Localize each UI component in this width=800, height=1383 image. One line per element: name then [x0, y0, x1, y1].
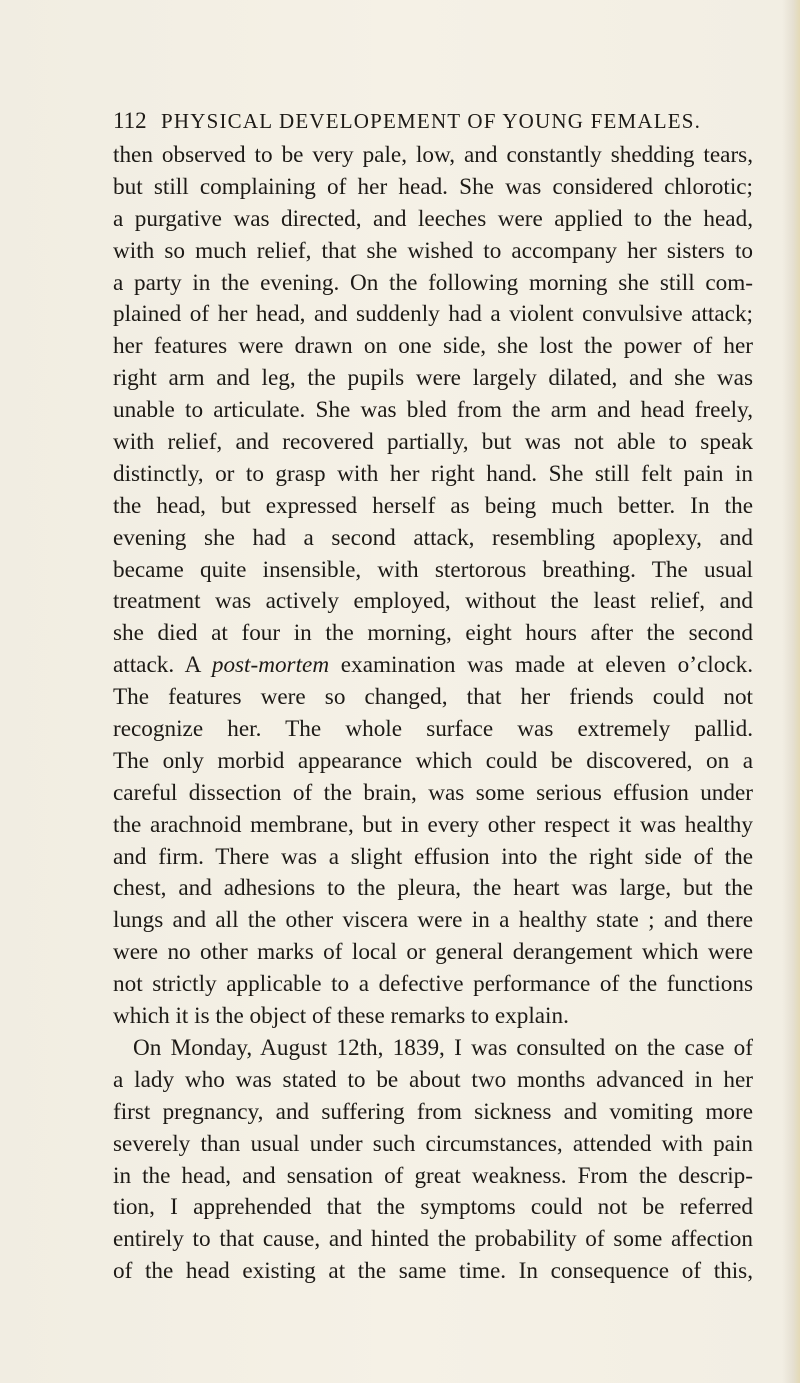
- text-line: The only morbid appearance which could be discovered, on a: [113, 747, 753, 774]
- text-line: right arm and leg, the pupils were largely dilated, and she was: [113, 365, 753, 392]
- text-line: first pregnancy, and suffering from sickness and vomiting more: [113, 1098, 753, 1125]
- italic-phrase: post-mortem: [211, 652, 330, 679]
- text-line: with so much relief, that she wished to accompany her sisters to: [113, 237, 753, 264]
- text-line: careful dissection of the brain, was some serious effusion under: [113, 779, 753, 806]
- text-line: treatment was actively employed, without the least relief, and: [113, 588, 753, 615]
- text-line: a lady who was stated to be about two months advanced in her: [113, 1066, 753, 1093]
- text-line: a party in the evening. On the following morning she still com-: [113, 269, 753, 296]
- running-head: [113, 108, 753, 140]
- text-line-with-italic: [113, 650, 753, 682]
- text-line: then observed to be very pale, low, and constantly shedding tears,: [113, 142, 753, 168]
- text-line: evening she had a second attack, resembling apoplexy, and: [113, 524, 753, 551]
- paragraph-first-line: On Monday, August 12th, 1839, I was consulted on the case of: [133, 1034, 753, 1061]
- text-line: the arachnoid membrane, but in every other respect it was healthy: [113, 811, 753, 838]
- text-line: recognize her. The whole surface was extremely pallid.: [113, 716, 753, 743]
- text-line: with relief, and recovered partially, but was not able to speak: [113, 429, 753, 456]
- text-line: the head, but expressed herself as being much better. In the: [113, 492, 753, 519]
- text-run: attack. A: [113, 652, 212, 679]
- text-line: severely than usual under such circumstances, attended with pain: [113, 1130, 753, 1157]
- text-line: chest, and adhesions to the pleura, the heart was large, but the: [113, 875, 753, 902]
- text-run: examination was made at eleven o’clock.: [329, 652, 753, 679]
- text-line: but still complaining of her head. She was considered chlorotic;: [113, 173, 753, 200]
- text-line: entirely to that cause, and hinted the probability of some affection: [113, 1226, 753, 1253]
- paragraph-last-line: which it is the object of these remarks to explain.: [113, 1003, 569, 1030]
- text-line: and firm. There was a slight effusion into the right side of the: [113, 843, 753, 870]
- text-line: not strictly applicable to a defective performance of the functions: [113, 971, 753, 998]
- text-line: in the head, and sensation of great weakness. From the descrip-: [113, 1162, 753, 1189]
- page-number: 112: [113, 108, 147, 133]
- text-line: were no other marks of local or general derangement which were: [113, 939, 753, 966]
- body-text: [113, 140, 753, 1288]
- text-line: a purgative was directed, and leeches were applied to the head,: [113, 205, 753, 232]
- page-edge-shading: [782, 0, 800, 1383]
- text-line: lungs and all the other viscera were in a healthy state ; and there: [113, 907, 753, 934]
- text-line: she died at four in the morning, eight hours after the second: [113, 620, 753, 647]
- text-line: of the head existing at the same time. In consequence of this,: [113, 1258, 753, 1285]
- text-line: distinctly, or to grasp with her right hand. She still felt pain in: [113, 460, 753, 487]
- text-line: unable to articulate. She was bled from the arm and head freely,: [113, 397, 753, 424]
- text-line: became quite insensible, with stertorous breathing. The usual: [113, 556, 753, 583]
- text-line: plained of her head, and suddenly had a violent convulsive attack;: [113, 301, 753, 328]
- running-title: PHYSICAL DEVELOPEMENT OF YOUNG FEMALES.: [161, 109, 702, 133]
- text-line: The features were so changed, that her friends could not: [113, 684, 753, 711]
- text-line: tion, I apprehended that the symptoms could not be referred: [113, 1194, 753, 1221]
- text-line: her features were drawn on one side, she lost the power of her: [113, 333, 753, 360]
